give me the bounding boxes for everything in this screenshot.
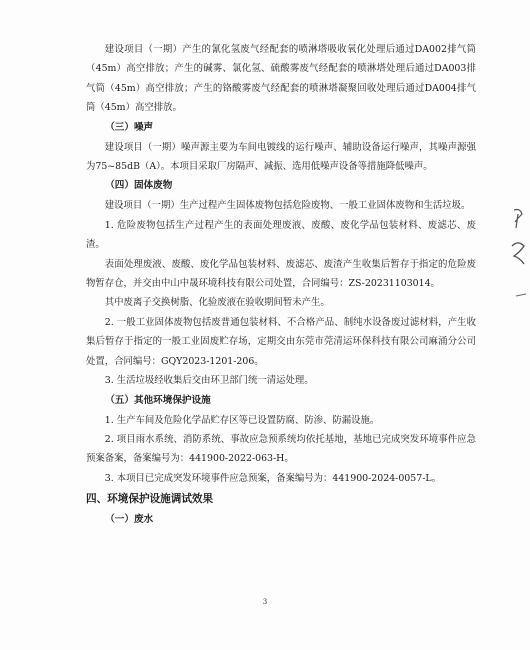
section-heading-wastewater: （一）废水 bbox=[105, 514, 154, 526]
section-heading-other-facilities: （五）其他环境保护设施 bbox=[105, 394, 211, 406]
section-heading-noise: （三）噪声 bbox=[105, 121, 154, 133]
paragraph-other-1: 1. 生产车间及危险化学品贮存区等已设置防腐、防渗、防漏设施。 bbox=[104, 414, 380, 426]
paragraph-exhaust: 建设项目（一期）产生的氰化氢废气经配套的喷淋塔吸收氧化处理后通过DA002排气筒（45m）高空排放；产生的碱雾、氯化氢、硫酸雾废气经配套的喷淋塔处理后通过DA003排气筒（45m）高空排放；产生的铬酸雾废气经配套的喷淋塔凝聚回收处理后通过DA004排气筒（45m）高空排放。 bbox=[86, 44, 476, 114]
section-heading-solid-waste: （四）固体废物 bbox=[105, 180, 173, 192]
chapter-heading-debug-effect: 四、环境保护设施调试效果 bbox=[86, 493, 214, 506]
paragraph-hazardous-waste-disposal: 表面处理废液、废酸、废化学品包装材料、废滤芯、废渣产生收集后暂存于指定的危险废物暂存仓，并交由中山中晟环境科技有限公司处置，合同编号：ZS-20231103014。 bbox=[86, 258, 476, 290]
paragraph-not-generated: 其中废离子交换树脂、化验废液在验收期间暂未产生。 bbox=[104, 297, 330, 309]
page-number: 3 bbox=[262, 598, 268, 606]
margin-seal-marks bbox=[506, 200, 530, 310]
paragraph-other-3: 3. 本项目已完成突发环境事件应急预案，备案编号为：441900-2024-0057-L。 bbox=[104, 472, 441, 484]
paragraph-other-2: 2. 项目雨水系统、消防系统、事故应急预系统均依托基地，基地已完成突发环境事件应急预案备案，备案编号为：441900-2022-063-H。 bbox=[86, 433, 476, 465]
paragraph-solid-waste-intro: 建设项目（一期）生产过程产生固体废物包括危险废物、一般工业固体废物和生活垃圾。 bbox=[104, 200, 471, 212]
paragraph-general-waste: 2. 一般工业固体废物包括废普通包装材料、不合格产品、制纯水设备废过滤材料，产生收集后暂存于指定的一般工业固废贮存场，定期交由东莞市莞清运环保科技有限公司麻涌分公司处置，合同编号：GQY2023-1201-206。 bbox=[86, 316, 476, 367]
paragraph-hazardous-waste: 1. 危险废物包括生产过程产生的表面处理废液、废酸、废化学品包装材料、废滤芯、废渣。 bbox=[86, 219, 476, 251]
paragraph-noise: 建设项目（一期）噪声源主要为车间电镀线的运行噪声、辅助设备运行噪声，其噪声源强为75~85dB（A）。本项目采取厂房隔声、减振、选用低噪声设备等措施降低噪声。 bbox=[86, 141, 476, 173]
paragraph-domestic-garbage: 3. 生活垃圾经收集后交由环卫部门统一清运处理。 bbox=[104, 375, 314, 387]
page-body bbox=[86, 40, 476, 530]
